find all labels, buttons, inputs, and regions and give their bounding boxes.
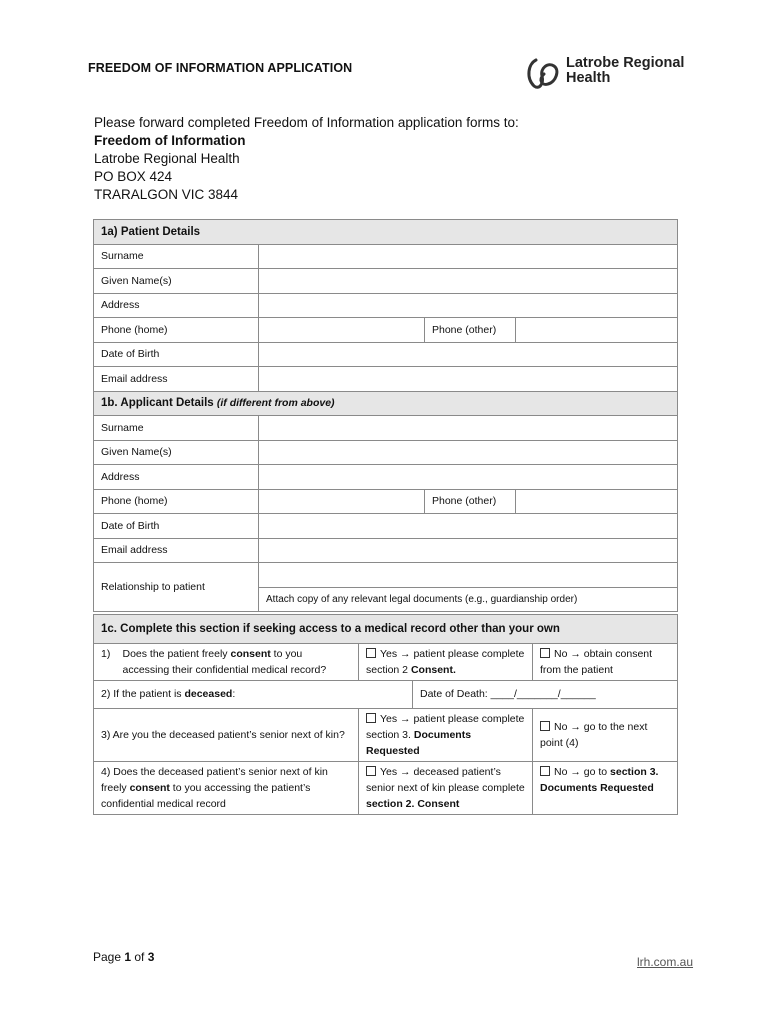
applicant-heading-row: [94, 391, 678, 416]
table-row: [94, 269, 678, 294]
lrh-logo-icon: [522, 54, 564, 92]
table-row: [94, 762, 678, 815]
table-row: [94, 643, 678, 680]
intro-line-5: TRARALGON VIC 3844: [94, 187, 239, 202]
applicant-heading-note: (if different from above): [216, 397, 335, 410]
patient-surname-field[interactable]: [259, 244, 678, 269]
patient-heading: 1a) Patient Details: [94, 220, 678, 245]
q1-question: [116, 643, 359, 680]
q4-no-text-a: No → go to: [554, 766, 611, 778]
checkbox-icon[interactable]: [366, 766, 376, 776]
applicant-surname-label: Surname: [94, 416, 259, 441]
patient-email-field[interactable]: [259, 367, 678, 392]
page-current: 1: [124, 950, 132, 964]
q4-yes-option[interactable]: [359, 762, 533, 815]
section-c-heading-row: [94, 615, 678, 644]
page-of: of: [131, 950, 148, 964]
table-row: [94, 367, 678, 392]
applicant-phone-home-label: Phone (home): [94, 489, 259, 514]
table-row: [94, 342, 678, 367]
logo-line-2: Health: [566, 70, 611, 86]
q1-no-text: No → obtain consent from the patient: [540, 647, 653, 676]
table-row: [94, 465, 678, 490]
applicant-dob-label: Date of Birth: [94, 514, 259, 539]
patient-phone-other-label: Phone (other): [425, 318, 516, 343]
applicant-email-field[interactable]: [259, 538, 678, 563]
applicant-attach-note: Attach copy of any relevant legal documents (e.g., guardianship order): [259, 587, 678, 612]
patient-address-field[interactable]: [259, 293, 678, 318]
applicant-phone-home-field[interactable]: [259, 489, 425, 514]
applicant-email-label: Email address: [94, 538, 259, 563]
applicant-relationship-label: Relationship to patient: [94, 563, 259, 612]
applicant-phone-other-field[interactable]: [516, 489, 678, 514]
q1-text-c: to you accessing their confidential medical record?: [122, 647, 327, 676]
q1-text-a: Does the patient freely: [122, 647, 231, 660]
patient-given-label: Given Name(s): [94, 269, 259, 294]
table-row: [94, 538, 678, 563]
applicant-address-field[interactable]: [259, 465, 678, 490]
applicant-given-label: Given Name(s): [94, 440, 259, 465]
applicant-surname-field[interactable]: [259, 416, 678, 441]
table-row: [94, 709, 678, 762]
table-row: [94, 293, 678, 318]
intro-block: [94, 114, 519, 204]
patient-phone-home-field[interactable]: [259, 318, 425, 343]
q1-number: 1): [94, 643, 116, 680]
applicant-address-label: Address: [94, 465, 259, 490]
patient-dob-label: Date of Birth: [94, 342, 259, 367]
q1-yes-text-b: Consent.: [410, 663, 456, 676]
q3-yes-text-b: Documents Requested: [366, 729, 472, 757]
section-c-heading: 1c. Complete this section if seeking access to a medical record other than your own: [94, 615, 678, 644]
q3-no-option[interactable]: [533, 709, 678, 762]
q2-date-of-death[interactable]: Date of Death: ____/_______/______: [413, 680, 678, 709]
checkbox-icon[interactable]: [366, 713, 376, 723]
q3-no-text: No → go to the next point (4): [540, 721, 648, 749]
details-table: [93, 219, 678, 612]
q4-text-a: 4) Does the deceased patient’s senior next of kin freely: [101, 766, 328, 794]
checkbox-icon[interactable]: [540, 766, 550, 776]
applicant-phone-other-label: Phone (other): [425, 489, 516, 514]
intro-line-1: Please forward completed Freedom of Information application forms to:: [94, 115, 519, 130]
q1-yes-text-a: Yes → patient please complete section 2: [366, 647, 525, 676]
q2-text-c: :: [232, 688, 236, 701]
q4-text-b: consent: [129, 782, 170, 794]
q4-yes-text-a: Yes → deceased patient’s senior next of kin please complete: [366, 766, 525, 794]
q4-no-text-b: section 3. Documents Requested: [540, 766, 659, 794]
page-total: 3: [147, 950, 155, 964]
q1-no-option[interactable]: [533, 643, 678, 680]
q3-question: 3) Are you the deceased patient’s senior next of kin?: [94, 709, 359, 762]
patient-phone-other-field[interactable]: [516, 318, 678, 343]
applicant-dob-field[interactable]: [259, 514, 678, 539]
applicant-relationship-field[interactable]: [259, 563, 678, 588]
table-row: [94, 680, 678, 709]
intro-line-2: Freedom of Information: [94, 133, 246, 148]
checkbox-icon[interactable]: [540, 648, 550, 658]
q1-text-b: consent: [230, 647, 271, 660]
page-label: Page: [93, 950, 125, 964]
q4-text-c: to you accessing the patient’s confidential medical record: [101, 782, 311, 810]
patient-dob-field[interactable]: [259, 342, 678, 367]
q1-yes-option[interactable]: [359, 643, 533, 680]
intro-line-3: Latrobe Regional Health: [94, 151, 240, 166]
q3-yes-text-a: Yes → patient please complete section 3.: [366, 713, 525, 741]
table-row: [94, 440, 678, 465]
applicant-heading-text: 1b. Applicant Details: [101, 397, 214, 410]
q2-question: [94, 680, 413, 709]
q2-text-b: deceased: [184, 688, 233, 701]
page-number: [93, 950, 154, 964]
lrh-logo: [522, 54, 692, 94]
document-title: FREEDOM OF INFORMATION APPLICATION: [88, 61, 353, 75]
applicant-heading: [94, 391, 678, 416]
patient-phone-home-label: Phone (home): [94, 318, 259, 343]
patient-given-field[interactable]: [259, 269, 678, 294]
logo-line-1: Latrobe Regional: [566, 55, 685, 71]
table-row: [94, 416, 678, 441]
checkbox-icon[interactable]: [366, 648, 376, 658]
table-row: [94, 318, 678, 343]
table-row: [94, 514, 678, 539]
patient-heading-row: [94, 220, 678, 245]
website-link[interactable]: lrh.com.au: [637, 955, 694, 969]
table-row: [94, 563, 678, 588]
checkbox-icon[interactable]: [540, 721, 550, 731]
q2-text-a: 2) If the patient is: [101, 688, 185, 701]
q4-yes-text-b: section 2. Consent: [366, 798, 460, 810]
patient-address-label: Address: [94, 293, 259, 318]
patient-surname-label: Surname: [94, 244, 259, 269]
table-row: [94, 244, 678, 269]
q4-no-option[interactable]: [533, 762, 678, 815]
section-c-table: [93, 614, 678, 815]
patient-email-label: Email address: [94, 367, 259, 392]
table-row: [94, 489, 678, 514]
applicant-given-field[interactable]: [259, 440, 678, 465]
q4-question: [94, 762, 359, 815]
q3-yes-option[interactable]: [359, 709, 533, 762]
intro-line-4: PO BOX 424: [94, 169, 173, 184]
